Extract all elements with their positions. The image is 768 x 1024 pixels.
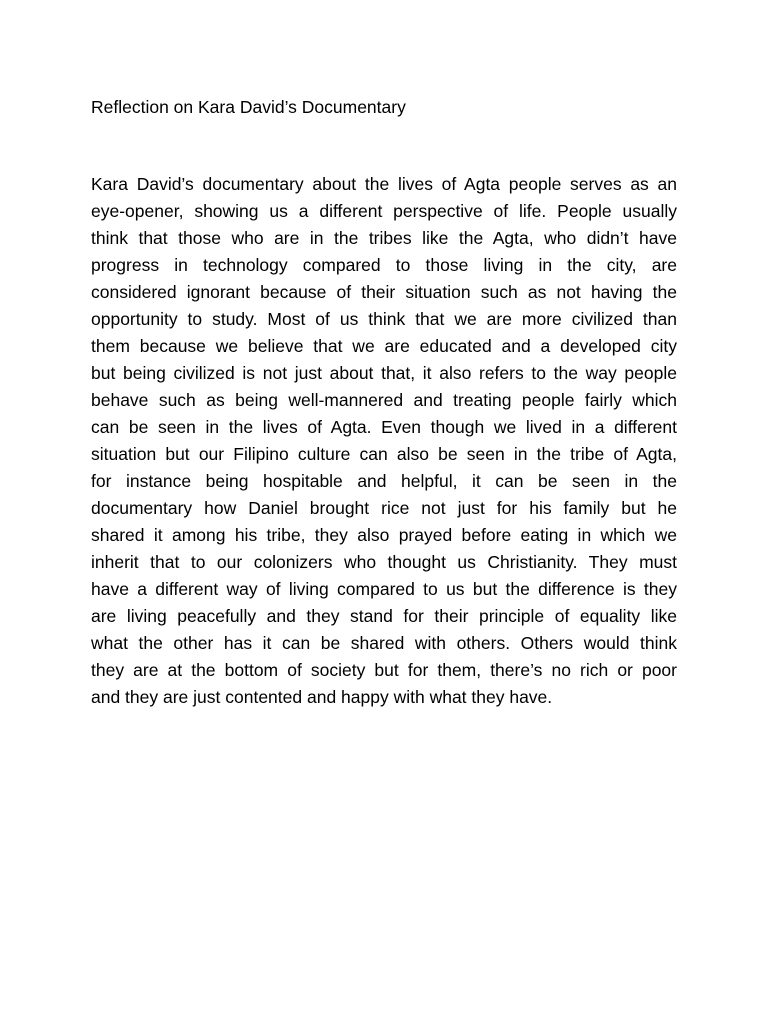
- body-line: what the other has it can be shared with others. Others would think: [91, 633, 677, 653]
- body-line: for instance being hospitable and helpful, it can be seen in the: [91, 471, 677, 491]
- body-line: progress in technology compared to those living in the city, are: [91, 255, 677, 275]
- body-line: eye-opener, showing us a different perspective of life. People usually: [91, 201, 677, 221]
- body-line: documentary how Daniel brought rice not just for his family but he: [91, 498, 677, 518]
- body-line: opportunity to study. Most of us think that we are more civilized than: [91, 309, 677, 329]
- body-line: inherit that to our colonizers who thought us Christianity. They must: [91, 552, 677, 572]
- body-line: they are at the bottom of society but for them, there’s no rich or poor: [91, 660, 677, 680]
- body-line: considered ignorant because of their situation such as not having the: [91, 282, 677, 302]
- body-line: can be seen in the lives of Agta. Even though we lived in a different: [91, 417, 677, 437]
- body-line: shared it among his tribe, they also prayed before eating in which we: [91, 525, 677, 545]
- body-line: think that those who are in the tribes like the Agta, who didn’t have: [91, 228, 677, 248]
- body-line: but being civilized is not just about that, it also refers to the way people: [91, 363, 677, 383]
- body-line: are living peacefully and they stand for their principle of equality like: [91, 606, 677, 626]
- body-line: them because we believe that we are educated and a developed city: [91, 336, 677, 356]
- body-line: Kara David’s documentary about the lives of Agta people serves as an: [91, 174, 677, 194]
- document-body: [91, 171, 677, 711]
- body-line: and they are just contented and happy with what they have.: [91, 687, 553, 707]
- body-line: situation but our Filipino culture can also be seen in the tribe of Agta,: [91, 444, 677, 464]
- document-title: Reflection on Kara David’s Documentary: [91, 97, 406, 117]
- body-line: have a different way of living compared to us but the difference is they: [91, 579, 677, 599]
- body-line: behave such as being well-mannered and treating people fairly which: [91, 390, 677, 410]
